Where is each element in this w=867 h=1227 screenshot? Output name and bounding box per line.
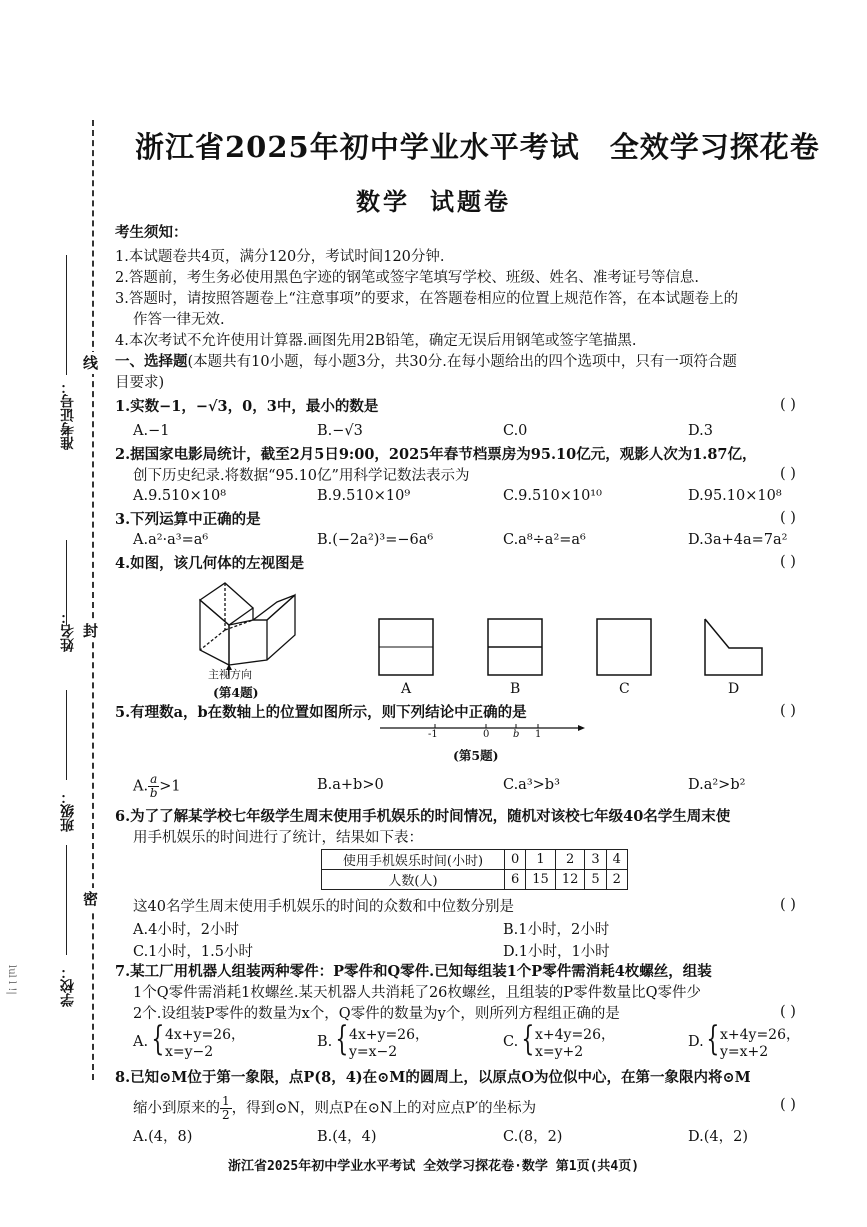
exam-subtitle (0, 182, 867, 217)
q7-option-c-eq2: x=y+2 (535, 1044, 584, 1060)
q3-option-d: D.3a+4a=7a² (688, 532, 788, 548)
q5-option-a-rest: >1 (159, 778, 181, 795)
q5-option-a (133, 773, 181, 803)
q8-frac-num: 1 (222, 1094, 230, 1108)
exam-title (135, 125, 820, 166)
q7-option-a-letter: A. (133, 1034, 149, 1050)
class-label: 班级： (60, 790, 76, 832)
exam-title-right: 全效学习探花卷 (609, 130, 820, 164)
q4-label-c: C (619, 681, 630, 697)
q5-option-a-letter: A. (133, 778, 149, 795)
q8-option-b: B.(4，4) (317, 1129, 377, 1145)
q4-view-a (378, 618, 434, 676)
q7-line3: 2个.设组装P零件的数量为x个，Q零件的数量为y个，则所列方程组正确的是 (133, 1006, 620, 1022)
q5-stem: 5.有理数a，b在数轴上的位置如图所示，则下列结论中正确的是 (115, 704, 527, 721)
q5-tick-b: b (513, 729, 520, 740)
q7-option-b-eq2: y=x−2 (349, 1044, 398, 1060)
q7-option-a-eq1: 4x+y=26， (165, 1027, 245, 1043)
q8-line2-end: ，得到⊙N，则点P在⊙N上的对应点P′的坐标为 (231, 1100, 537, 1117)
q3-option-c: C.a⁸÷a²=a⁶ (503, 532, 586, 548)
q7-brace-d: { (706, 1019, 720, 1059)
scan-edge-marks: lul l !| (6, 965, 17, 995)
table-cell: 0 (505, 850, 526, 870)
class-underline (66, 690, 67, 780)
table-cell: 2 (606, 870, 627, 890)
q6-line1: 6.为了了解某学校七年级学生周末使用手机娱乐的时间情况，随机对该校七年级40名学生周末使 (115, 808, 731, 825)
q6-answer-paren: ( ) (780, 897, 796, 913)
q8-line2-start: 缩小到原来的 (133, 1100, 220, 1117)
q5-frac-den: b (149, 786, 158, 800)
notice-heading: 考生须知： (115, 224, 188, 241)
name-label: 姓名： (60, 610, 76, 652)
q7-brace-a: { (151, 1019, 165, 1059)
q4-view-c (596, 618, 652, 676)
section-heading-line2: 目要求) (115, 375, 165, 391)
exam-id-label: 准考证号： (60, 380, 76, 450)
table-cell: 1 (526, 850, 556, 870)
q6-line2: 用手机娱乐的时间进行了统计，结果如下表： (133, 830, 423, 846)
q3-option-b: B.(−2a²)³=−6a⁶ (317, 532, 434, 548)
q8-option-c: C.(8，2) (503, 1129, 563, 1145)
q8-answer-paren: ( ) (780, 1097, 796, 1113)
q4-view-b (487, 618, 543, 676)
q5-option-b: B.a+b>0 (317, 777, 384, 793)
table-header-cell: 使用手机娱乐时间(小时) (322, 850, 505, 870)
q5-tick-0: 0 (483, 729, 490, 740)
q6-option-c: C.1小时，1.5小时 (133, 944, 253, 960)
q7-option-a-eq2: x=y−2 (165, 1044, 214, 1060)
table-cell: 12 (555, 870, 585, 890)
section-heading (115, 352, 737, 372)
notice-item-1: 1.本试题卷共4页，满分120分，考试时间120分钟. (115, 249, 445, 265)
exam-id-underline (66, 255, 67, 375)
q7-option-c-eq1: x+4y=26， (535, 1027, 615, 1043)
section-heading-rest: (本题共有10小题，每小题3分，共30分.在每小题给出的四个选项中，只有一项符合题 (187, 354, 737, 370)
q2-option-b: B.9.510×10⁹ (317, 488, 411, 504)
section-heading-bold: 一、选择题 (115, 353, 188, 370)
q7-option-d-letter: D. (688, 1034, 704, 1050)
q2-answer-paren: ( ) (780, 466, 796, 482)
q2-option-c: C.9.510×10¹⁰ (503, 488, 602, 504)
q8-frac-den: 2 (222, 1108, 230, 1122)
q7-answer-paren: ( ) (780, 1004, 796, 1020)
q4-view-d (704, 618, 764, 676)
q4-label-b: B (510, 681, 521, 697)
seal-char-tight: 密 (83, 890, 99, 908)
table-row (322, 850, 628, 870)
q6-option-d: D.1小时，1小时 (503, 944, 610, 960)
q2-option-a: A.9.510×10⁸ (133, 488, 227, 504)
q5-tick-1: 1 (535, 729, 542, 740)
q5-answer-paren: ( ) (780, 703, 796, 719)
q7-brace-c: { (521, 1019, 535, 1059)
q1-option-c: C.0 (503, 423, 528, 439)
q7-option-b-eq1: 4x+y=26， (349, 1027, 429, 1043)
q2-line1: 2.据国家电影局统计，截至2月5日9:00，2025年春节档票房为95.10亿元，观影人次为1.87亿， (115, 446, 757, 463)
q5-tick-neg1: -1 (428, 729, 438, 740)
q1-answer-paren: ( ) (780, 397, 796, 413)
q7-option-c-letter: C. (503, 1034, 519, 1050)
school-label: 学校： (60, 965, 76, 1007)
exam-title-left: 浙江省2025年初中学业水平考试 (135, 130, 580, 164)
q7-brace-b: { (335, 1019, 349, 1059)
q6-frequency-table (321, 849, 628, 890)
q1-option-d: D.3 (688, 423, 713, 439)
q4-answer-paren: ( ) (780, 554, 796, 570)
q4-label-d: D (728, 681, 740, 697)
q3-option-a: A.a²·a³=a⁶ (133, 532, 209, 548)
q7-line2: 1个Q零件需消耗1枚螺丝.某天机器人共消耗了26枚螺丝，且组装的P零件数量比Q零件少 (133, 985, 702, 1001)
q4-solid-figure (195, 580, 305, 680)
q4-caption: (第4题) (213, 685, 259, 700)
q3-answer-paren: ( ) (780, 510, 796, 526)
subtitle-subject: 数学 (356, 187, 410, 216)
q2-line2: 创下历史纪录.将数据“95.10亿”用科学记数法表示为 (133, 468, 470, 484)
table-cell: 15 (526, 870, 556, 890)
seal-dashed-line (92, 120, 94, 1080)
q4-stem: 4.如图，该几何体的左视图是 (115, 555, 305, 572)
q8-line1: 8.已知⊙M位于第一象限，点P(8，4)在⊙M的圆周上，以原点O为位似中心，在第一象限内将⊙M (115, 1069, 751, 1086)
notice-item-4: 4.本次考试不允许使用计算器.画图先用2B铅笔，确定无误后用钢笔或签字笔描黑. (115, 333, 637, 349)
q8-option-a: A.(4，8) (133, 1129, 193, 1145)
table-cell: 3 (585, 850, 606, 870)
notice-item-3-cont: 作答一律无效. (133, 312, 225, 328)
q5-caption: (第5题) (453, 748, 499, 763)
table-cell: 4 (606, 850, 627, 870)
q5-option-c: C.a³>b³ (503, 777, 560, 793)
q7-line1: 7.某工厂用机器人组装两种零件：P零件和Q零件.已知每组装1个P零件需消耗4枚螺丝，组装 (115, 963, 712, 980)
notice-item-3: 3.答题时，请按照答题卷上“注意事项”的要求，在答题卷相应的位置上规范作答，在本试题卷上的 (115, 291, 739, 307)
table-row (322, 870, 628, 890)
table-header-cell: 人数(人) (322, 870, 505, 890)
school-underline (66, 845, 67, 955)
q8-line2 (133, 1095, 536, 1122)
q2-option-d: D.95.10×10⁸ (688, 488, 782, 504)
q1-option-b: B.−√3 (317, 423, 363, 439)
q7-option-d-eq2: y=x+2 (720, 1044, 769, 1060)
q5-option-d: D.a²>b² (688, 777, 746, 793)
q1-option-a: A.−1 (133, 423, 170, 439)
q6-line3: 这40名学生周末使用手机娱乐的时间的众数和中位数分别是 (133, 899, 514, 915)
q8-option-d: D.(4，2) (688, 1129, 748, 1145)
subtitle-paper: 试题卷 (430, 187, 511, 216)
table-cell: 5 (585, 870, 606, 890)
q6-option-b: B.1小时，2小时 (503, 922, 610, 938)
seal-char-seal: 封 (83, 622, 99, 640)
table-cell: 6 (505, 870, 526, 890)
q4-view-direction-label: 主视方向 (208, 668, 252, 681)
q6-option-a: A.4小时，2小时 (133, 922, 240, 938)
notice-item-2: 2.答题前，考生务必使用黑色字迹的钢笔或签字笔填写学校、班级、姓名、准考证号等信息. (115, 270, 699, 286)
q7-option-d-eq1: x+4y=26， (720, 1027, 800, 1043)
table-cell: 2 (555, 850, 585, 870)
q1-stem: 1.实数−1，−√3，0，3中，最小的数是 (115, 398, 379, 415)
page-footer: 浙江省2025年初中学业水平考试 全效学习探花卷·数学 第1页(共4页) (227, 1159, 640, 1174)
q5-frac-num: a (150, 772, 158, 786)
q4-label-a: A (401, 681, 412, 697)
seal-char-line: 线 (83, 354, 99, 372)
q3-stem: 3.下列运算中正确的是 (115, 511, 261, 528)
q7-option-b-letter: B. (317, 1034, 333, 1050)
